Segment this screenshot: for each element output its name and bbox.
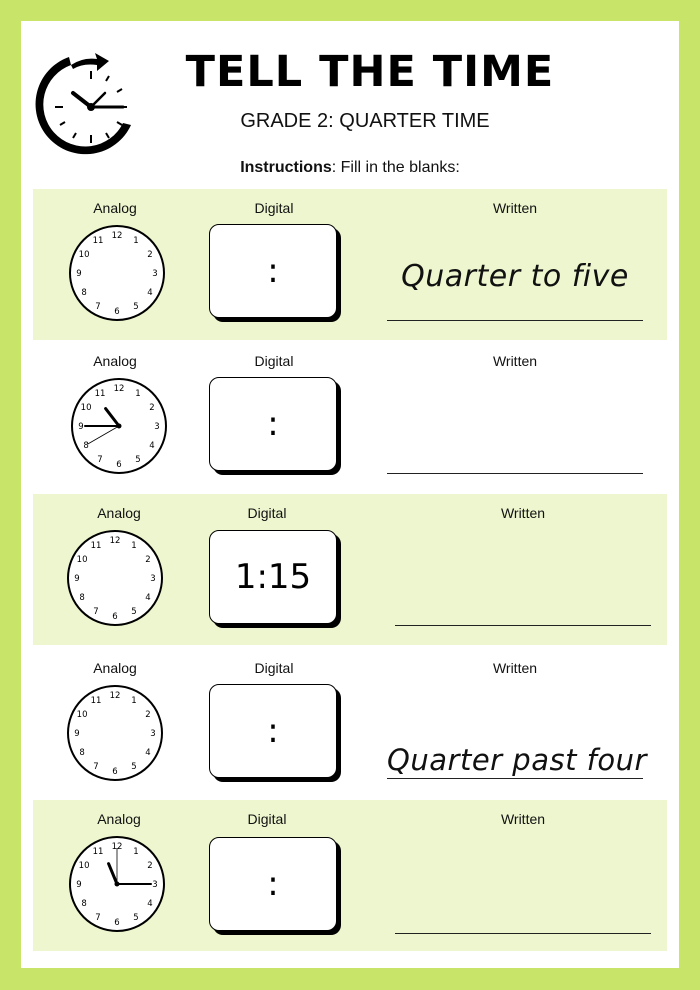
clock-number: 12 <box>111 231 123 241</box>
clock-number: 6 <box>112 767 118 777</box>
exercise-row-2 <box>33 342 667 493</box>
clock-number: 1 <box>131 541 137 552</box>
analog-header: Analog <box>93 660 137 676</box>
written-header: Written <box>492 353 538 369</box>
answer-line[interactable] <box>395 933 651 934</box>
clock-number: 7 <box>95 912 101 923</box>
clock-number: 3 <box>150 574 156 584</box>
clock-number: 12 <box>113 384 125 394</box>
clock-number: 4 <box>149 441 155 451</box>
clock-number: 11 <box>94 389 106 400</box>
instructions-text: : Fill in the blanks: <box>331 159 460 176</box>
worksheet-page <box>21 21 679 968</box>
clock-number: 4 <box>145 748 151 758</box>
clock-number: 2 <box>145 710 151 720</box>
analog-clock <box>65 528 165 628</box>
clock-number: 10 <box>80 403 92 413</box>
analog-clock <box>65 683 165 783</box>
clock-number: 8 <box>81 899 87 909</box>
page-title: TELL THE TIME <box>185 47 555 97</box>
digital-header: Digital <box>247 505 287 521</box>
written-header: Written <box>500 505 546 521</box>
clock-number: 2 <box>147 250 153 260</box>
clock-number: 6 <box>114 307 120 317</box>
digital-time-box[interactable]: : <box>209 837 337 931</box>
clock-number: 8 <box>83 441 89 451</box>
analog-clock <box>67 223 167 323</box>
clock-number: 1 <box>131 696 137 707</box>
clock-number: 6 <box>116 460 122 470</box>
exercise-row-4 <box>33 649 667 800</box>
clock-number: 10 <box>78 861 90 871</box>
exercise-row-3 <box>33 494 667 645</box>
analog-header: Analog <box>97 505 141 521</box>
clock-number: 12 <box>109 691 121 701</box>
clock-number: 7 <box>93 761 99 772</box>
clock-number: 5 <box>133 301 139 312</box>
clock-number: 9 <box>78 422 84 432</box>
clock-number: 5 <box>131 761 137 772</box>
clock-number: 10 <box>76 710 88 720</box>
analog-header: Analog <box>97 811 141 827</box>
clock-number: 8 <box>79 593 85 603</box>
clock-center <box>115 882 120 887</box>
digital-header: Digital <box>254 353 294 369</box>
clock-number: 4 <box>147 899 153 909</box>
clock-number: 2 <box>149 403 155 413</box>
exercise-row-1 <box>33 189 667 340</box>
digital-header: Digital <box>247 811 287 827</box>
written-time: Quarter to five <box>401 259 629 294</box>
clock-number: 12 <box>111 842 123 852</box>
clock-number: 3 <box>152 269 158 279</box>
analog-header: Analog <box>93 353 137 369</box>
clock-number: 1 <box>133 847 139 858</box>
clock-number: 8 <box>81 288 87 298</box>
clock-number: 9 <box>76 880 82 890</box>
answer-line[interactable] <box>387 473 643 474</box>
written-time: Quarter past four <box>387 743 647 777</box>
clock-number: 1 <box>135 389 141 400</box>
digital-time-box[interactable]: : <box>209 224 337 318</box>
clock-number: 7 <box>97 454 103 465</box>
clock-number: 3 <box>154 422 160 432</box>
answer-line[interactable] <box>387 778 643 779</box>
answer-line[interactable] <box>387 320 643 321</box>
clock-number: 2 <box>145 555 151 565</box>
clock-number: 7 <box>95 301 101 312</box>
clock-number: 9 <box>74 729 80 739</box>
clock-number: 11 <box>90 696 102 707</box>
analog-clock <box>69 376 169 476</box>
digital-header: Digital <box>254 660 294 676</box>
clock-number: 10 <box>78 250 90 260</box>
analog-clock <box>67 834 167 934</box>
clock-center <box>117 424 122 429</box>
digital-time-box[interactable]: : <box>209 377 337 471</box>
written-header: Written <box>500 811 546 827</box>
written-header: Written <box>492 200 538 216</box>
clock-number: 5 <box>131 606 137 617</box>
clock-number: 5 <box>133 912 139 923</box>
written-header: Written <box>492 660 538 676</box>
clock-number: 4 <box>145 593 151 603</box>
clock-number: 4 <box>147 288 153 298</box>
clock-number: 6 <box>114 918 120 928</box>
clock-number: 2 <box>147 861 153 871</box>
clock-number: 11 <box>90 541 102 552</box>
page-subtitle: GRADE 2: QUARTER TIME <box>240 110 490 132</box>
clock-number: 12 <box>109 536 121 546</box>
clock-number: 9 <box>76 269 82 279</box>
answer-line[interactable] <box>395 625 651 626</box>
digital-time-box[interactable]: : <box>209 684 337 778</box>
clock-number: 11 <box>92 847 104 858</box>
clock-number: 10 <box>76 555 88 565</box>
clock-number: 3 <box>152 880 158 890</box>
clock-number: 5 <box>135 454 141 465</box>
clock-number: 1 <box>133 236 139 247</box>
instructions-label: Instructions <box>240 159 332 176</box>
clock-number: 11 <box>92 236 104 247</box>
exercise-row-5 <box>33 800 667 951</box>
clock-number: 6 <box>112 612 118 622</box>
clock-number: 3 <box>150 729 156 739</box>
clock-number: 8 <box>79 748 85 758</box>
digital-header: Digital <box>254 200 294 216</box>
digital-time-box[interactable]: 1:15 <box>209 530 337 624</box>
instructions <box>21 159 679 177</box>
clock-number: 7 <box>93 606 99 617</box>
clock-number: 9 <box>74 574 80 584</box>
analog-header: Analog <box>93 200 137 216</box>
